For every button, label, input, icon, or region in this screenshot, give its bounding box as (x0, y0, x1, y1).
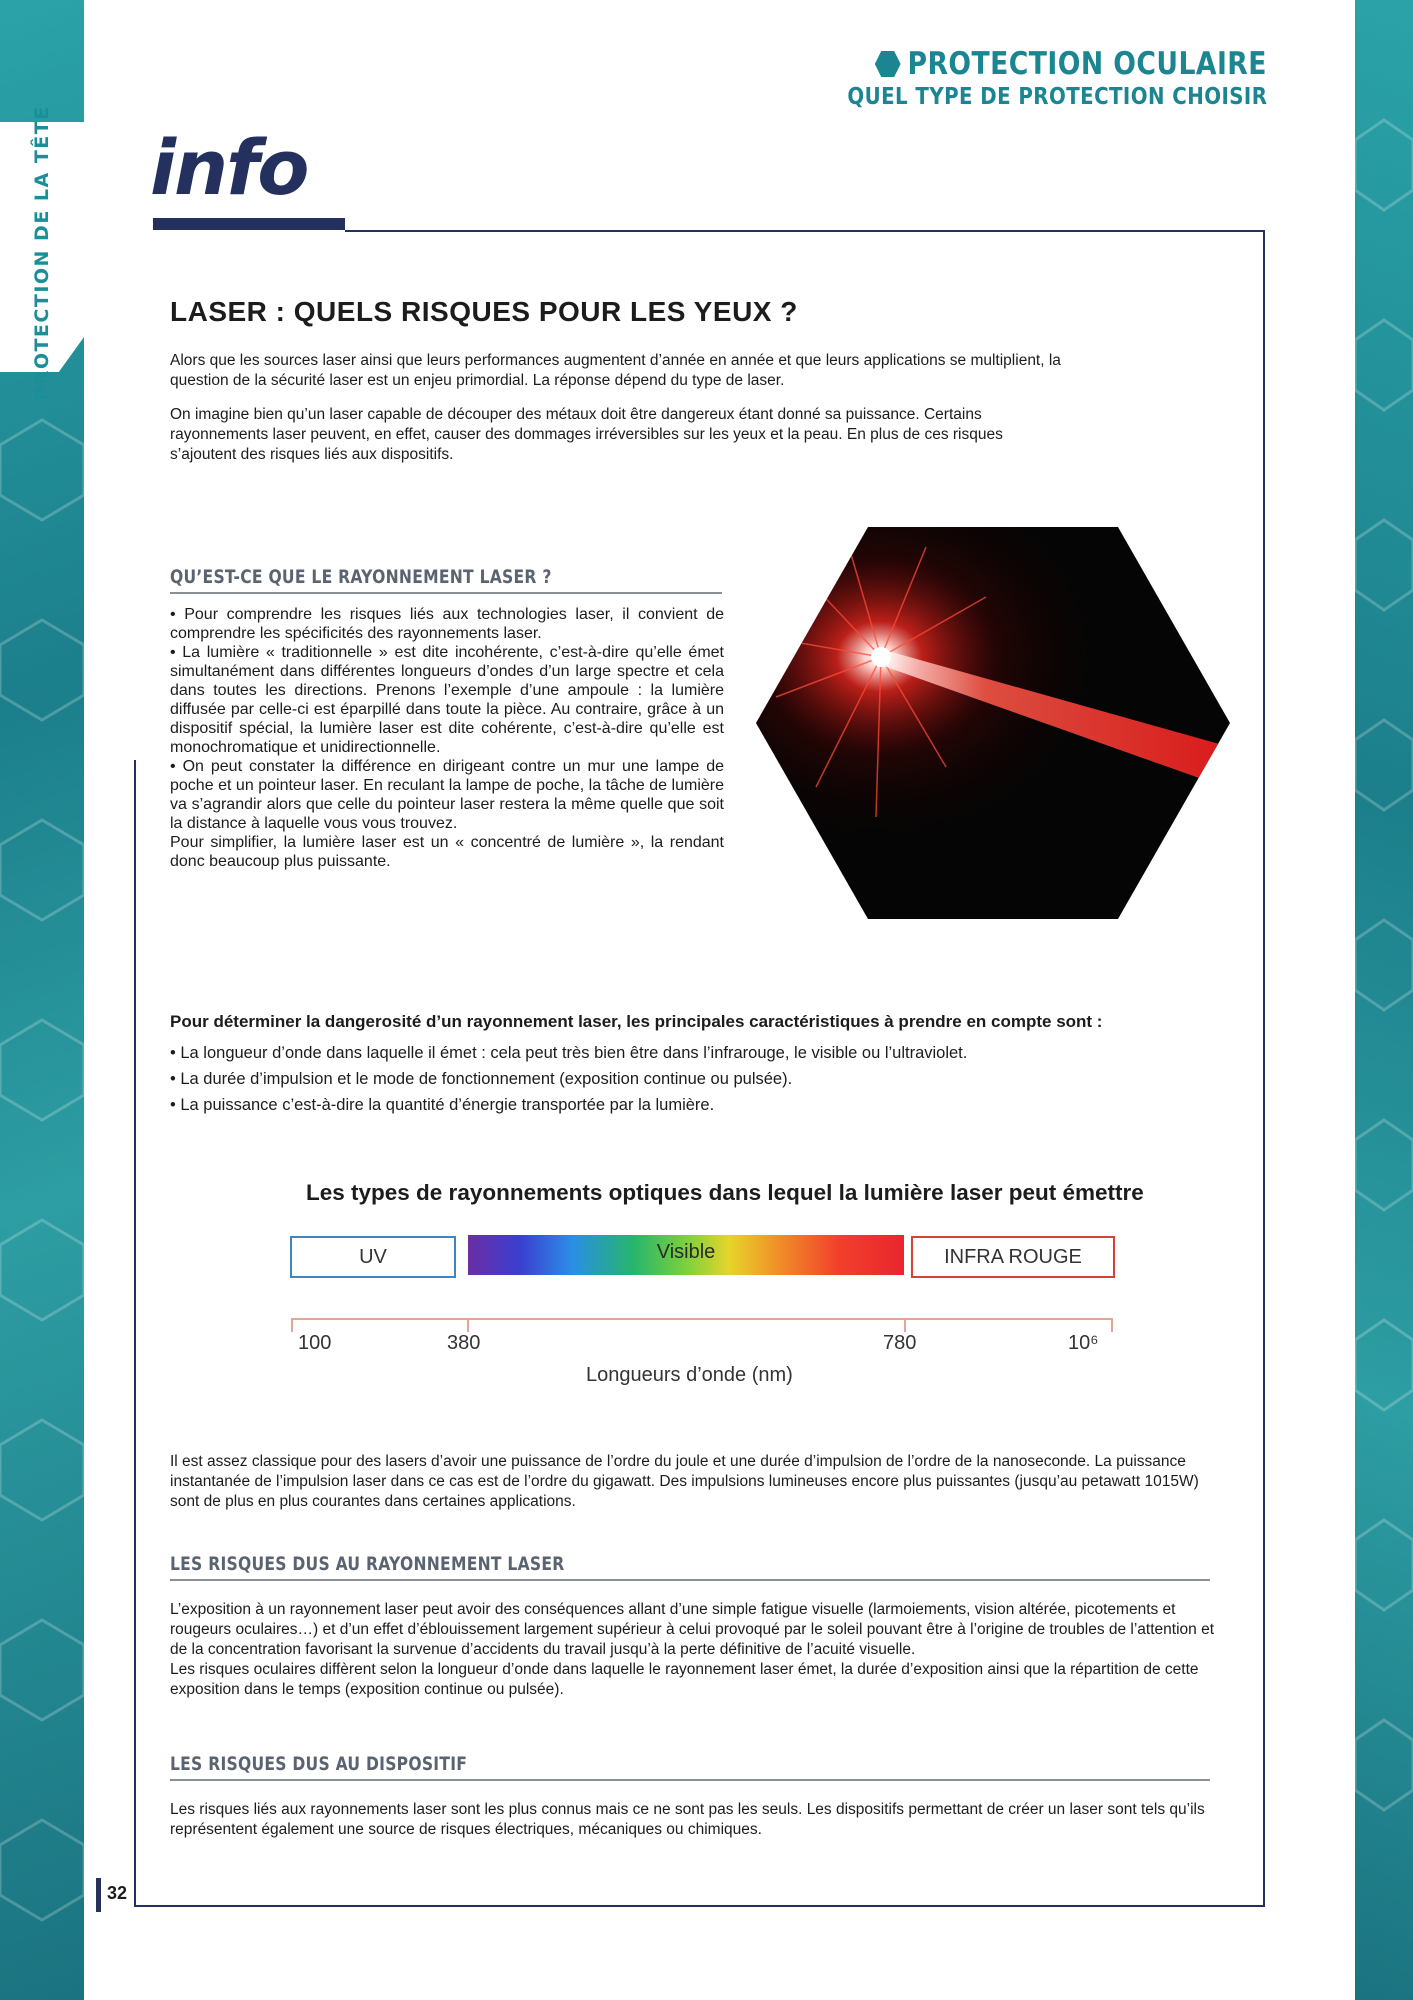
scale-tick (1111, 1318, 1113, 1332)
spectrum-title: Les types de rayonnements optiques dans lequel la lumière laser peut émettre (306, 1180, 1144, 1205)
laser-summary: Pour simplifier, la lumière laser est un « concentré de lumière », la rendant donc beaucoup plus puissante. (170, 834, 724, 870)
frame-border-top (345, 230, 1265, 232)
hexagon-pattern-right (1355, 0, 1413, 2000)
main-heading: LASER : QUELS RISQUES POUR LES YEUX ? (170, 296, 798, 327)
laser-bullet-1: • Pour comprendre les risques liés aux technologies laser, il convient de comprendre les spécificités des rayonnements laser. (170, 606, 724, 642)
scale-label: 10⁶ (1068, 1332, 1099, 1354)
spectrum-ir-box: INFRA ROUGE (911, 1236, 1115, 1278)
device-risks-paragraph: Les risques liés aux rayonnements laser sont les plus connus mais ce ne sont pas les seuls. Les dispositifs permettant de créer un laser sont tels qu’ils représentent également une source de risques électriques, mécaniques ou chimiques. (170, 1801, 1205, 1838)
info-underline (153, 218, 345, 230)
scale-tick (904, 1318, 906, 1332)
spectrum-uv-box: UV (290, 1236, 456, 1278)
section-heading-laser: QU’EST-CE QUE LE RAYONNEMENT LASER ? (170, 566, 722, 594)
laser-explanation (170, 605, 724, 871)
page-number-bar (96, 1878, 101, 1912)
header-title (875, 46, 1267, 82)
hexagon-icon (875, 51, 901, 77)
radiation-risks-paragraph-2: Les risques oculaires diffèrent selon la longueur d’onde dans laquelle le rayonnement laser émet, la durée d’exposition ainsi que la répartition de cette exposition dans le temps (exposition continue ou pulsée). (170, 1661, 1199, 1698)
right-side-panel (1355, 0, 1413, 2000)
scale-tick (291, 1318, 293, 1332)
intro-paragraph-1: Alors que les sources laser ainsi que leurs performances augmentent d’année en année et que leurs applications se multiplient, la question de la sécurité laser est un enjeu primordial. La réponse dépend du type de laser. (170, 352, 1061, 389)
radiation-risks-paragraph-1: L’exposition à un rayonnement laser peut avoir des conséquences allant d’une simple fatigue visuelle (larmoiements, vision altérée, picotements et rougeurs oculaires…) et d’un effet d’éblouissement largement supérieur à celui provoqué par le soleil pouvant être à l’origine de troubles de l’attention et de la concentration favorisant la survenue d’accidents du travail jusqu’à la perte définitive de l’acuité visuelle. (170, 1601, 1215, 1658)
characteristics-lead: Pour déterminer la dangerosité d’un rayonnement laser, les principales caractéristiques à prendre en compte sont : (170, 1012, 1103, 1031)
header-title-text: PROTECTION OCULAIRE (907, 46, 1267, 82)
laser-bullet-3: • On peut constater la différence en dirigeant contre un mur une lampe de poche et un pointeur laser. En reculant la lampe de poche, la tâche de lumière va s’agrandir alors que celle du pointeur laser restera la même quelle que soit la distance à laquelle vous vous trouvez. (170, 758, 724, 832)
section-tab-label: PROTECTION DE LA TÊTE (31, 105, 53, 401)
spectrum-axis-label: Longueurs d’onde (nm) (586, 1364, 793, 1386)
scale-tick (467, 1318, 469, 1332)
characteristics-list (170, 1040, 1230, 1118)
scale-label: 100 (298, 1332, 332, 1354)
info-title: info (150, 123, 308, 212)
intro-paragraph-2: On imagine bien qu’un laser capable de découper des métaux doit être dangereux étant donné sa puissance. Certains rayonnements laser peuvent, en effet, causer des dommages irréversibles sur les yeux et la peau. En plus de ces risques s’ajoutent des risques liés aux dispositifs. (170, 406, 1003, 463)
section-heading-radiation-risks: LES RISQUES DUS AU RAYONNEMENT LASER (170, 1553, 1210, 1581)
scale-label: 780 (883, 1332, 917, 1354)
spectrum-scale-line (291, 1318, 1113, 1320)
scale-label: 380 (447, 1332, 481, 1354)
frame-border-right (1263, 230, 1265, 1907)
section-heading-device-risks: LES RISQUES DUS AU DISPOSITIF (170, 1753, 1210, 1781)
radiation-risks-text (170, 1600, 1230, 1700)
laser-beam-image (756, 527, 1230, 919)
list-item: • La durée d’impulsion et le mode de fonctionnement (exposition continue ou pulsée). (170, 1066, 1230, 1092)
list-item: • La puissance c’est-à-dire la quantité d’énergie transportée par la lumière. (170, 1092, 1230, 1118)
header-subtitle: QUEL TYPE DE PROTECTION CHOISIR (847, 84, 1267, 110)
frame-border-left (134, 760, 136, 1907)
page-number: 32 (107, 1883, 128, 1903)
laser-bullet-2: • La lumière « traditionnelle » est dite incohérente, c’est-à-dire qu’elle émet simultanément dans différentes longueurs d’ondes d’un large spectre et cela dans toutes les directions. Prenons l’exemple d’une ampoule : la lumière diffusée par celle-ci est éparpillé dans toute la pièce. Au contraire, grâce à un dispositif spécial, la lumière laser est dite cohérente, c’est-à-dire qu’elle est monochromatique et unidirectionnelle. (170, 644, 724, 756)
spectrum-visible-box: Visible (468, 1235, 904, 1275)
power-paragraph: Il est assez classique pour des lasers d’avoir une puissance de l’ordre du joule et une durée d’impulsion de l’ordre de la nanoseconde. La puissance instantanée de l’impulsion laser dans ce cas est de l’ordre du gigawatt. Des impulsions lumineuses encore plus puissantes (jusqu’au petawatt 1015W) sont de plus en plus courantes dans certaines applications. (170, 1453, 1199, 1510)
list-item: • La longueur d’onde dans laquelle il émet : cela peut très bien être dans l’infrarouge, le visible ou l’ultraviolet. (170, 1040, 1230, 1066)
frame-border-bottom (134, 1905, 1265, 1907)
